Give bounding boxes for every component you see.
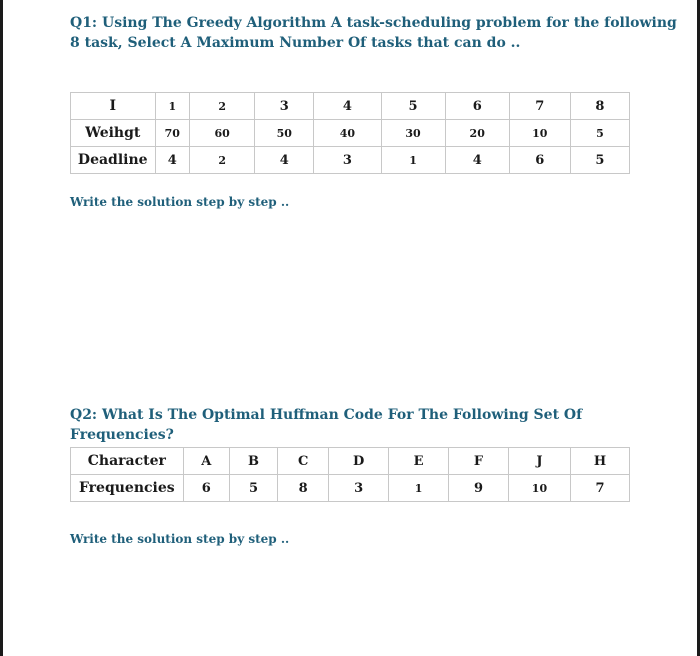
- weight-cell: 40: [314, 120, 381, 147]
- weight-cell: 10: [509, 120, 570, 147]
- row-label-character: Character: [71, 448, 184, 475]
- character-cell: H: [570, 448, 629, 475]
- frequency-cell: 8: [278, 475, 329, 502]
- character-cell: B: [229, 448, 277, 475]
- question-2-line-2: Frequencies?: [70, 427, 174, 443]
- task-cell: 5: [381, 93, 445, 120]
- frequency-cell: 10: [508, 475, 570, 502]
- deadline-cell: 2: [190, 147, 255, 174]
- task-cell: 1: [155, 93, 190, 120]
- frequency-cell: 3: [329, 475, 389, 502]
- instruction-1: Write the solution step by step ..: [70, 195, 290, 209]
- frequency-cell: 5: [229, 475, 277, 502]
- question-1: [70, 13, 677, 53]
- task-cell: 2: [190, 93, 255, 120]
- character-cell: F: [449, 448, 509, 475]
- weight-cell: 50: [255, 120, 314, 147]
- frequency-cell: 9: [449, 475, 509, 502]
- character-cell: C: [278, 448, 329, 475]
- frequency-cell: 6: [183, 475, 229, 502]
- deadline-cell: 4: [255, 147, 314, 174]
- question-2-line-1: Q2: What Is The Optimal Huffman Code For The Following Set Of: [70, 407, 583, 423]
- weight-cell: 20: [445, 120, 509, 147]
- table-row: [71, 475, 630, 502]
- left-border: [0, 0, 3, 656]
- question-2: [70, 405, 630, 445]
- task-cell: 6: [445, 93, 509, 120]
- table-row: [71, 448, 630, 475]
- weight-cell: 70: [155, 120, 190, 147]
- instruction-2: Write the solution step by step ..: [70, 532, 290, 546]
- weight-cell: 30: [381, 120, 445, 147]
- character-cell: D: [329, 448, 389, 475]
- task-scheduling-table: [70, 92, 630, 174]
- table-row: [71, 147, 630, 174]
- deadline-cell: 5: [570, 147, 629, 174]
- deadline-cell: 4: [155, 147, 190, 174]
- deadline-cell: 4: [445, 147, 509, 174]
- deadline-cell: 1: [381, 147, 445, 174]
- weight-cell: 5: [570, 120, 629, 147]
- task-cell: 8: [570, 93, 629, 120]
- character-cell: J: [508, 448, 570, 475]
- task-cell: 4: [314, 93, 381, 120]
- row-label-weight: Weihgt: [71, 120, 156, 147]
- frequency-cell: 7: [570, 475, 629, 502]
- task-cell: 7: [509, 93, 570, 120]
- row-label-deadline: Deadline: [71, 147, 156, 174]
- deadline-cell: 6: [509, 147, 570, 174]
- character-cell: E: [389, 448, 449, 475]
- question-1-line-1: Q1: Using The Greedy Algorithm A task-scheduling problem for the following: [70, 15, 677, 31]
- frequency-cell: 1: [389, 475, 449, 502]
- deadline-cell: 3: [314, 147, 381, 174]
- row-label-tasks: I: [71, 93, 156, 120]
- weight-cell: 60: [190, 120, 255, 147]
- question-1-line-2: 8 task, Select A Maximum Number Of tasks that can do ..: [70, 35, 521, 51]
- table-row: [71, 93, 630, 120]
- task-cell: 3: [255, 93, 314, 120]
- huffman-frequency-table: [70, 447, 630, 502]
- table-row: [71, 120, 630, 147]
- row-label-frequencies: Frequencies: [71, 475, 184, 502]
- character-cell: A: [183, 448, 229, 475]
